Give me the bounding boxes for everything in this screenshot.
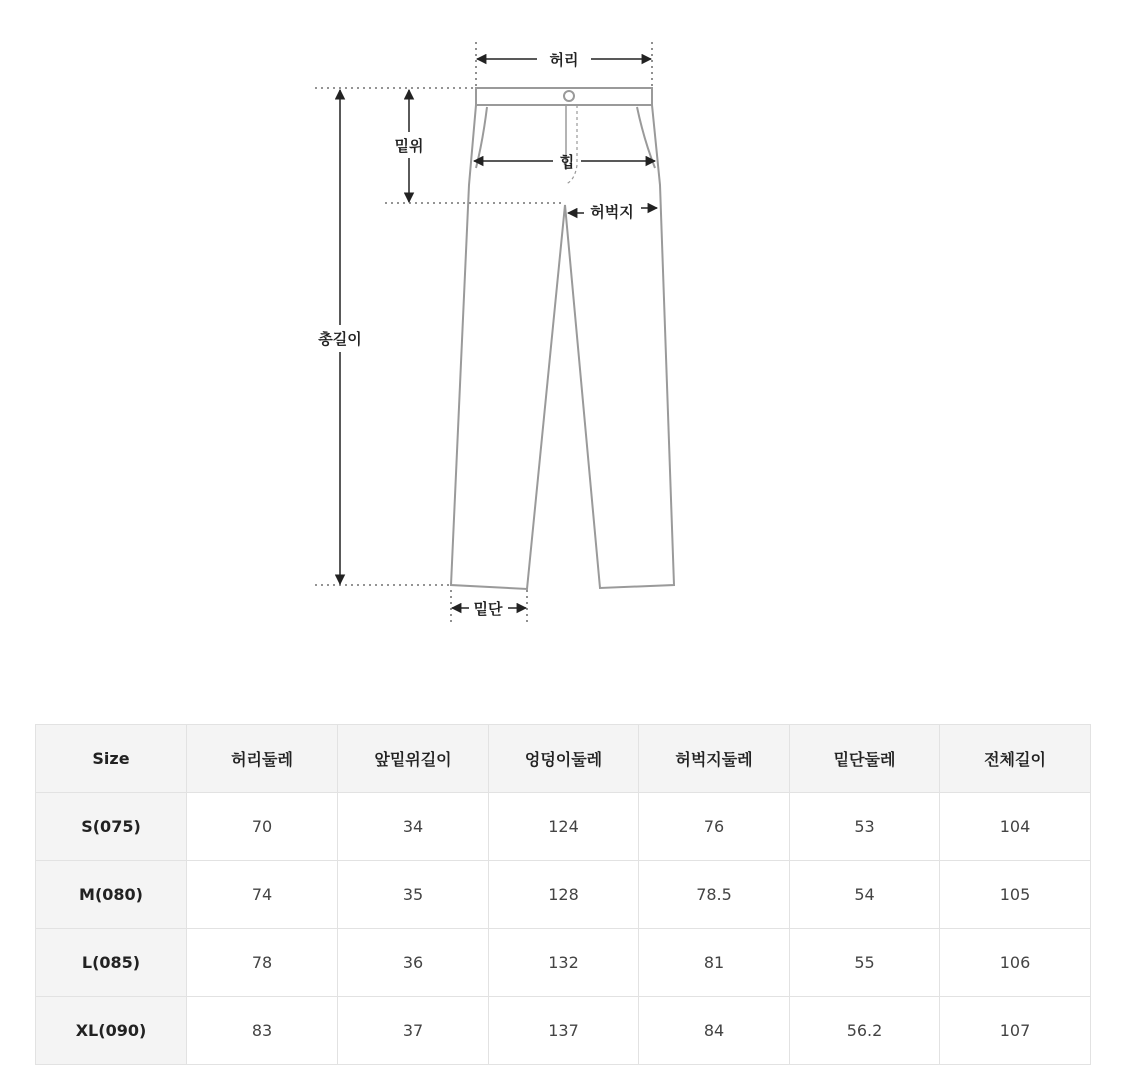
button-icon xyxy=(564,91,574,101)
size-cell: M(080) xyxy=(36,861,187,929)
table-cell: 37 xyxy=(338,997,489,1065)
table-cell: 132 xyxy=(489,929,639,997)
table-cell: 55 xyxy=(790,929,940,997)
hip-label: 힙 xyxy=(559,153,575,171)
table-cell: 78 xyxy=(187,929,338,997)
measurement-arrows xyxy=(340,59,657,608)
table-cell: 81 xyxy=(639,929,790,997)
table-cell: 137 xyxy=(489,997,639,1065)
table-cell: 106 xyxy=(940,929,1091,997)
table-cell: 84 xyxy=(639,997,790,1065)
table-cell: 70 xyxy=(187,793,338,861)
fly-stitch xyxy=(566,105,577,184)
column-header-size: Size xyxy=(36,725,187,793)
table-row xyxy=(36,997,1091,1065)
table-cell: 56.2 xyxy=(790,997,940,1065)
table-row xyxy=(36,929,1091,997)
table-cell: 128 xyxy=(489,861,639,929)
rise-label: 밑위 xyxy=(394,137,424,155)
size-chart-table xyxy=(35,724,1091,1065)
table-cell: 124 xyxy=(489,793,639,861)
table-cell: 34 xyxy=(338,793,489,861)
thigh-label: 허벅지 xyxy=(590,203,634,221)
pants-outline xyxy=(451,105,674,589)
table-cell: 107 xyxy=(940,997,1091,1065)
table-cell: 53 xyxy=(790,793,940,861)
table-cell: 36 xyxy=(338,929,489,997)
column-header-waist: 허리둘레 xyxy=(187,725,338,793)
table-cell: 35 xyxy=(338,861,489,929)
waist-label: 허리 xyxy=(549,51,579,69)
left-pocket xyxy=(476,107,487,168)
column-header-thigh: 허벅지둘레 xyxy=(639,725,790,793)
column-header-hem: 밑단둘레 xyxy=(790,725,940,793)
table-cell: 78.5 xyxy=(639,861,790,929)
table-cell: 54 xyxy=(790,861,940,929)
table-header-row xyxy=(36,725,1091,793)
table-row xyxy=(36,793,1091,861)
table-cell: 104 xyxy=(940,793,1091,861)
hem-label: 밑단 xyxy=(473,600,503,618)
column-header-front-rise: 앞밑위길이 xyxy=(338,725,489,793)
size-cell: L(085) xyxy=(36,929,187,997)
column-header-total-length: 전체길이 xyxy=(940,725,1091,793)
size-cell: XL(090) xyxy=(36,997,187,1065)
column-header-hip: 엉덩이둘레 xyxy=(489,725,639,793)
table-cell: 83 xyxy=(187,997,338,1065)
total-length-label: 총길이 xyxy=(318,330,362,348)
table-cell: 74 xyxy=(187,861,338,929)
size-cell: S(075) xyxy=(36,793,187,861)
table-cell: 76 xyxy=(639,793,790,861)
table-cell: 105 xyxy=(940,861,1091,929)
table-row xyxy=(36,861,1091,929)
